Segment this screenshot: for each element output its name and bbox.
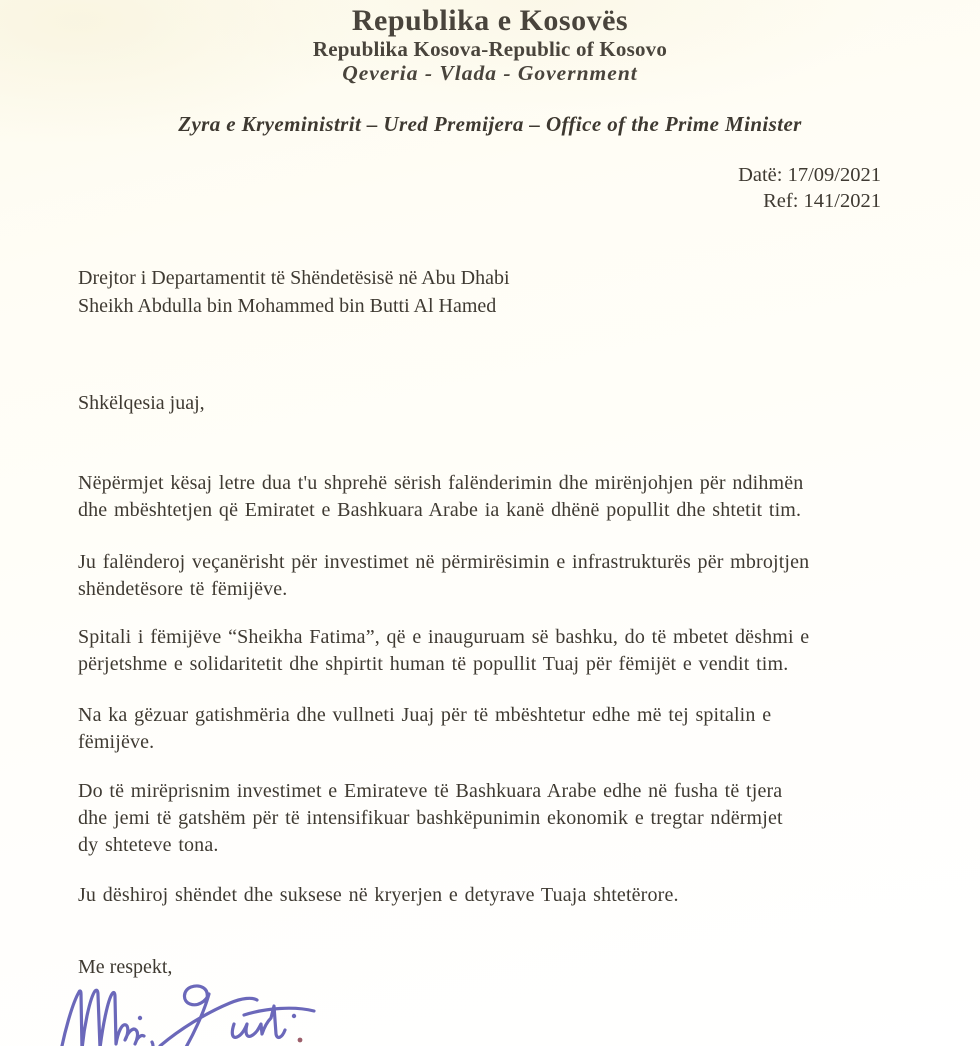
paragraph-line: fëmijëve. xyxy=(78,731,155,753)
date-ref-block xyxy=(738,162,881,214)
recipient-name: Sheikh Abdulla bin Mohammed bin Butti Al Hamed xyxy=(78,295,497,317)
ref-line: Ref: 141/2021 xyxy=(763,190,881,212)
paragraph-4 xyxy=(78,702,771,756)
salutation: Shkëlqesia juaj, xyxy=(78,392,205,414)
signature-i-dot xyxy=(138,1016,142,1020)
paragraph-line: dhe jemi të gatshëm për të intensifikuar bashkëpunimin ekonomik e tregtar ndërmjet xyxy=(78,807,783,829)
signature-stroke-first-name xyxy=(60,990,144,1046)
paragraph-line: Spitali i fëmijëve “Sheikha Fatima”, që e inauguruam së bashku, do të mbetet dëshmi e xyxy=(78,626,810,648)
header-government-line: Qeveria - Vlada - Government xyxy=(342,61,638,85)
paragraph-5 xyxy=(78,778,783,859)
paragraph-line: Ju dëshiroj shëndet dhe suksese në kryerjen e detyrave Tuaja shtetërore. xyxy=(78,884,679,906)
paragraph-1 xyxy=(78,470,803,524)
paragraph-line: shëndetësore të fëmijëve. xyxy=(78,578,288,600)
paragraph-6 xyxy=(78,882,679,909)
signature-handwriting-albin-kurti xyxy=(54,982,334,1046)
date-line: Datë: 17/09/2021 xyxy=(738,164,881,186)
valediction: Me respekt, xyxy=(78,956,173,978)
paragraph-line: dhe mbështetjen që Emiratet e Bashkuara Arabe ia kanë dhënë popullit dhe shtetit tim. xyxy=(78,499,802,521)
recipient-block xyxy=(78,264,510,320)
signature-comma xyxy=(149,1042,153,1046)
paragraph-line: Do të mirëprisnim investimet e Emirateve të Bashkuara Arabe edhe në fusha të tjera xyxy=(78,780,783,802)
signature-i-dot-2 xyxy=(292,1014,296,1018)
recipient-title: Drejtor i Departamentit të Shëndetësisë në Abu Dhabi xyxy=(78,267,510,289)
header-republic-title: Republika e Kosovës xyxy=(351,4,629,37)
signature-k-swash xyxy=(160,998,257,1046)
paragraph-line: Ju falënderoj veçanërisht për investimet në përmirësimin e infrastrukturës për mbrojtjen xyxy=(78,551,810,573)
paragraph-line: përjetshme e solidaritetit dhe shpirtit human të popullit Tuaj për fëmijët e vendit tim. xyxy=(78,653,789,675)
header-office-of-prime-minister: Zyra e Kryeministrit – Ured Premijera – Office of the Prime Minister xyxy=(178,112,802,136)
paragraph-3 xyxy=(78,624,809,678)
signature-t-cross xyxy=(244,1008,314,1015)
paragraph-2 xyxy=(78,549,809,603)
paragraph-line: dy shteteve tona. xyxy=(78,834,219,856)
header-republic-subtitle: Republika Kosova-Republic of Kosovo xyxy=(312,37,668,61)
paragraph-line: Nëpërmjet kësaj letre dua t'u shprehë sërish falënderimin dhe mirënjohjen për ndihmën xyxy=(78,472,804,494)
signature-end-dot xyxy=(298,1038,303,1043)
paragraph-line: Na ka gëzuar gatishmëria dhe vullneti Juaj për të mbështetur edhe më tej spitalin e xyxy=(78,704,772,726)
